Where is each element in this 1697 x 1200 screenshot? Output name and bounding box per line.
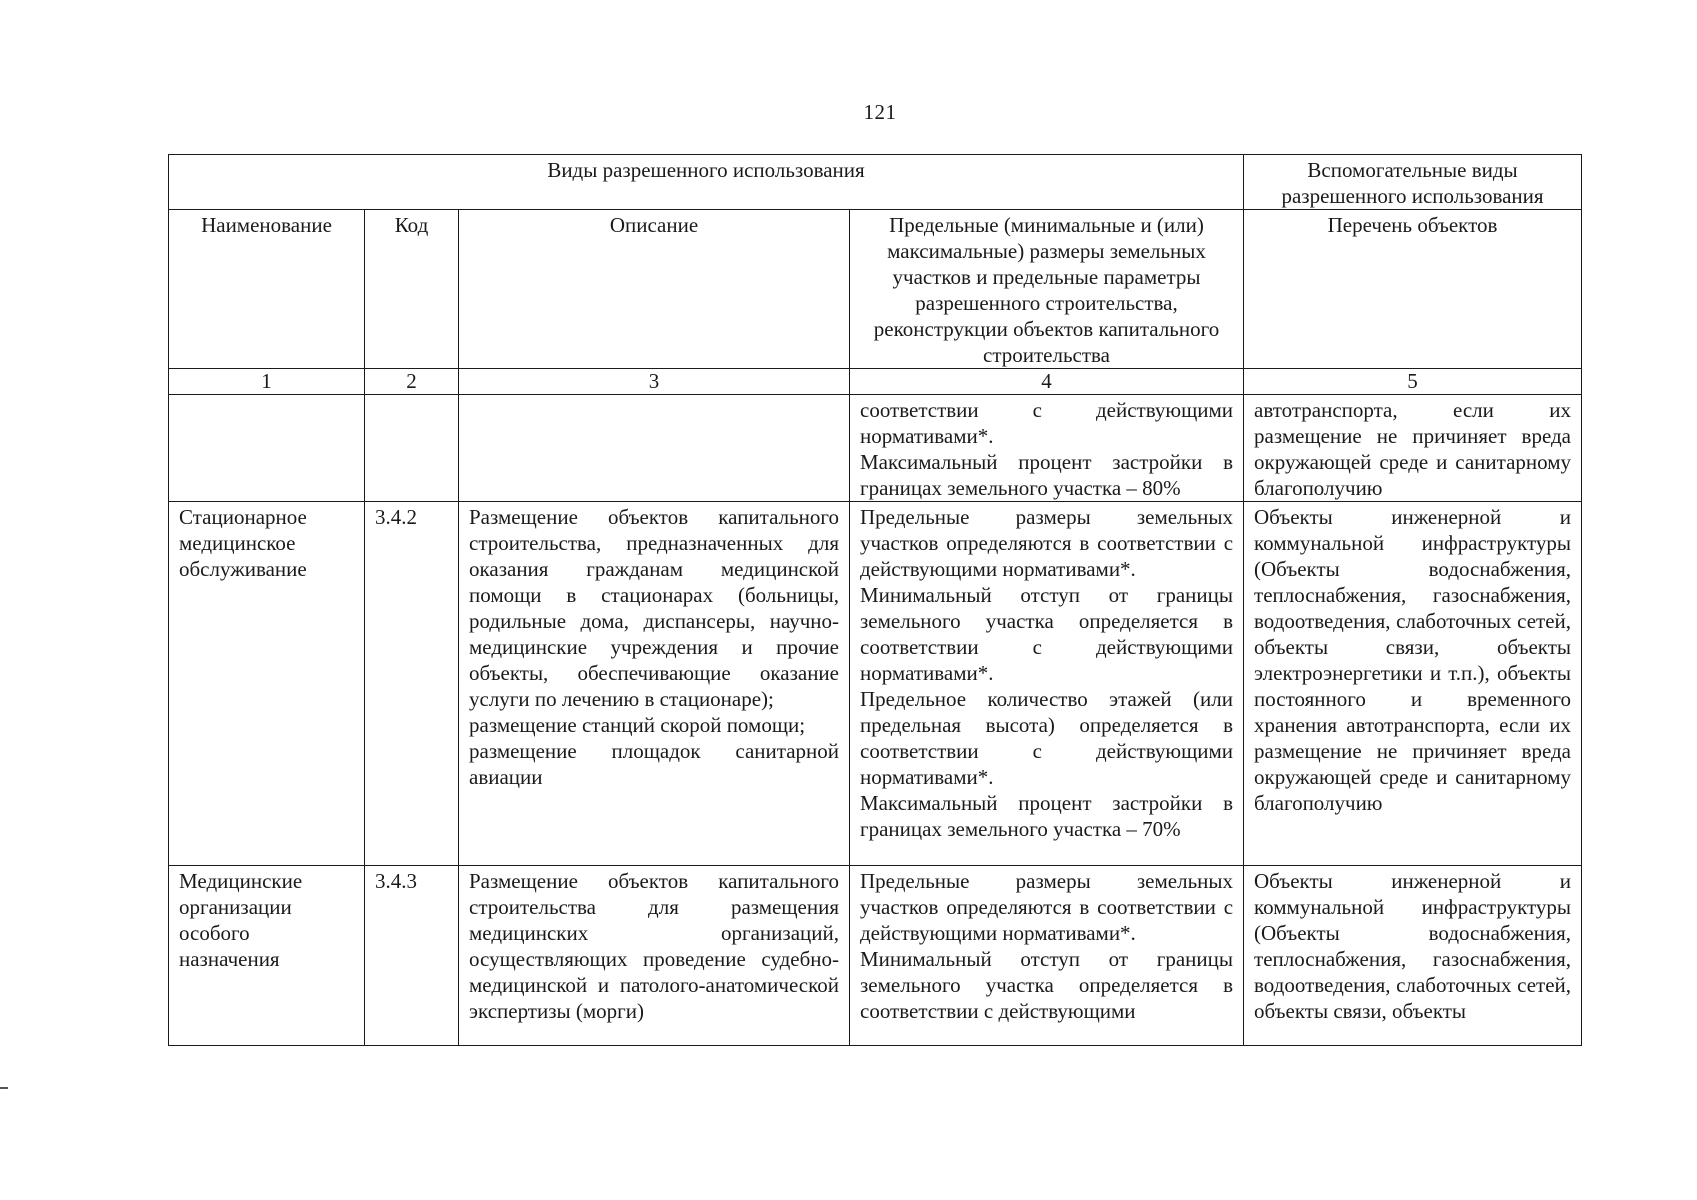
table-row: [169, 502, 1582, 866]
scan-edge-mark: [0, 1087, 8, 1089]
land-use-table: [168, 154, 1582, 1046]
column-header-row: [169, 210, 1582, 369]
column-header-name: Наименование: [169, 210, 365, 369]
column-header-description: Описание: [459, 210, 850, 369]
limits-line: Минимальный отступ от границы земельного участка определяется в соответствии с действующими: [860, 947, 1234, 1023]
column-number: 5: [1244, 369, 1582, 395]
description-line: размещение площадок санитарной авиации: [469, 739, 839, 789]
table-row: [169, 395, 1582, 502]
cell-code: 3.4.3: [365, 866, 459, 1046]
cell-limits: [850, 395, 1244, 502]
cell-name: [169, 395, 365, 502]
cell-code: [365, 395, 459, 502]
cell-limits: [850, 502, 1244, 866]
column-header-objects: Перечень объектов: [1244, 210, 1582, 369]
limits-line: Предельные размеры земельных участков определяются в соответствии с действующими нормативами*.: [860, 869, 1234, 945]
cell-code: 3.4.2: [365, 502, 459, 866]
cell-objects: Объекты инженерной и коммунальной инфраструктуры (Объекты водоснабжения, теплоснабжения, газоснабжения, водоотведения, слаботочных сетей, объекты связи, объекты электроэнергетики и т.п.), объекты постоянного и временного хранения автотранспорта, если их размещение не причиняет вреда окружающей среде и санитарному благополучию: [1244, 502, 1582, 866]
group-header-main: Виды разрешенного использования: [169, 155, 1244, 210]
cell-objects: Объекты инженерной и коммунальной инфраструктуры (Объекты водоснабжения, теплоснабжения, газоснабжения, водоотведения, слаботочных сетей, объекты связи, объекты: [1244, 866, 1582, 1046]
description-line: Размещение объектов капитального строительства для размещения медицинских организаций, осуществляющих проведение судебно-медицинской и патолого-анатомической экспертизы (морги): [469, 869, 839, 1023]
limits-line: соответствии с действующими нормативами*.: [860, 398, 1234, 448]
description-line: Размещение объектов капитального строительства, предназначенных для оказания гражданам медицинской помощи в стационарах (больницы, родильные дома, диспансеры, научно-медицинские учреждения и прочие объекты, обеспечивающие оказание услуги по лечению в стационаре);: [469, 505, 839, 711]
limits-line: Предельное количество этажей (или предельная высота) определяется в соответствии с действующими нормативами*.: [860, 687, 1234, 789]
column-number: 3: [459, 369, 850, 395]
group-header-row: [169, 155, 1582, 210]
column-number: 1: [169, 369, 365, 395]
limits-line: Предельные размеры земельных участков определяются в соответствии с действующими нормативами*.: [860, 505, 1234, 581]
limits-line: Максимальный процент застройки в границах земельного участка – 80%: [860, 450, 1234, 500]
description-line: размещение станций скорой помощи;: [469, 713, 806, 737]
group-header-aux: Вспомогательные виды разрешенного использования: [1244, 155, 1582, 210]
limits-line: Максимальный процент застройки в границах земельного участка – 70%: [860, 791, 1234, 841]
column-number-row: [169, 369, 1582, 395]
cell-description: [459, 866, 850, 1046]
cell-name: Стационарное медицинское обслуживание: [169, 502, 365, 866]
column-number: 4: [850, 369, 1244, 395]
cell-description: [459, 395, 850, 502]
limits-line: Минимальный отступ от границы земельного участка определяется в соответствии с действующими нормативами*.: [860, 583, 1234, 685]
table-row: [169, 866, 1582, 1046]
column-header-code: Код: [365, 210, 459, 369]
column-header-limits: Предельные (минимальные и (или) максимальные) размеры земельных участков и предельные параметры разрешенного строительства, реконструкции объектов капитального строительства: [850, 210, 1244, 369]
page-number: 121: [863, 100, 897, 124]
cell-objects: автотранспорта, если их размещение не причиняет вреда окружающей среде и санитарному благополучию: [1244, 395, 1582, 502]
cell-limits: [850, 866, 1244, 1046]
cell-name: Медицинские организации особого назначения: [169, 866, 365, 1046]
cell-description: [459, 502, 850, 866]
column-number: 2: [365, 369, 459, 395]
